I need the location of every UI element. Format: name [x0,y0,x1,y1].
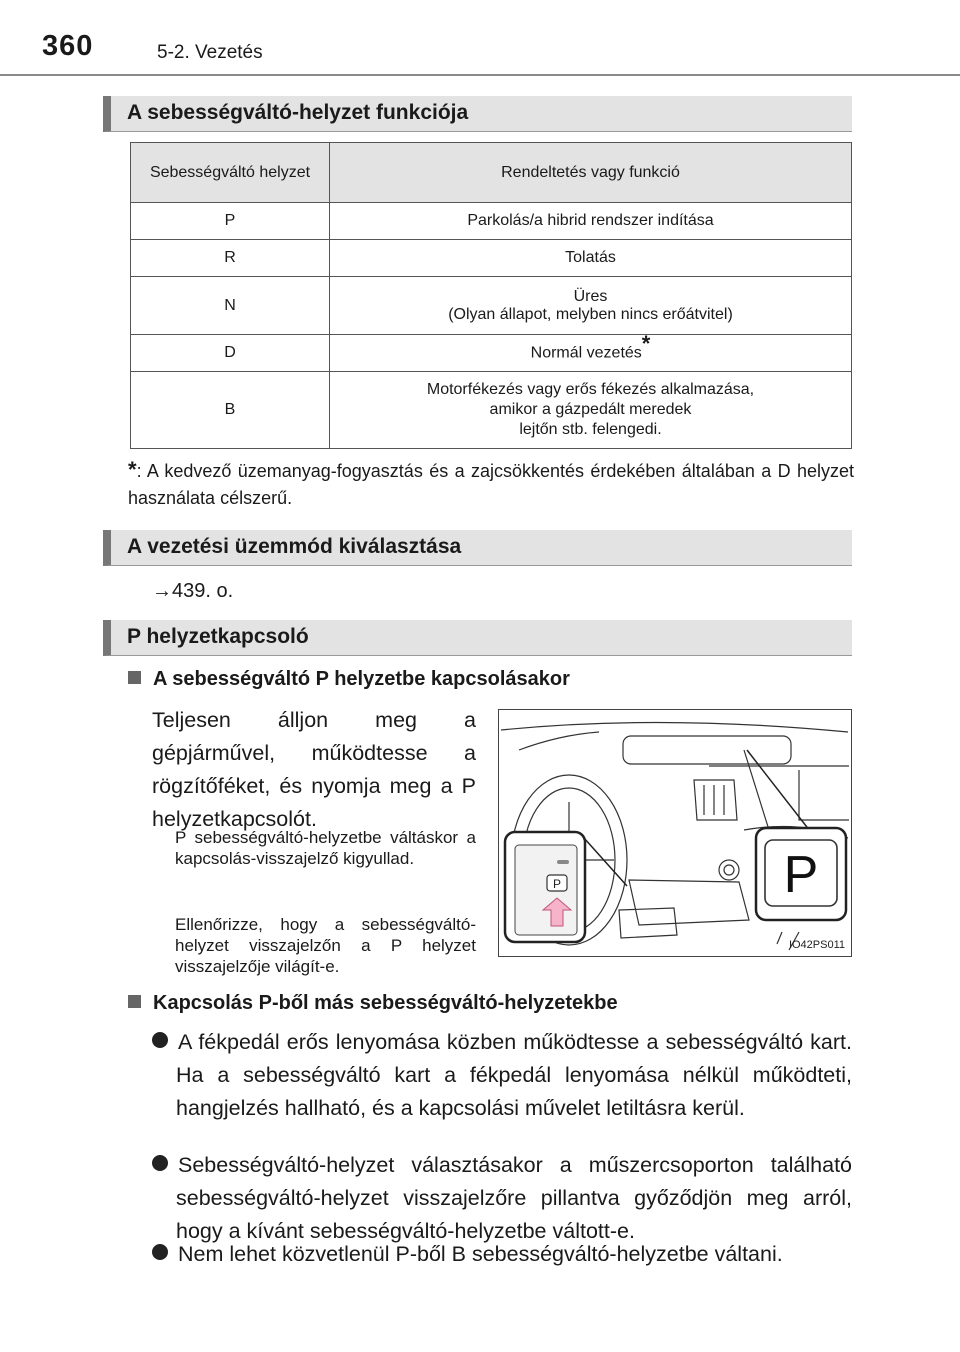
figure-code: IO42PS011 [788,939,845,951]
small-p-label: P [552,877,562,891]
footnote [128,456,854,512]
bullet-text: Sebességváltó-helyzet választásakor a műszercsoporton található sebességváltó-helyzet visszajelzőre pillantva győződjön meg arról, hogy a kívánt sebességváltó-helyzetbe váltott-e. [176,1153,852,1243]
bullet-item [152,1026,852,1125]
page-reference-link[interactable]: →439. o. [152,580,234,602]
gear-position-cell: P [131,203,330,240]
subheading-p-position [128,668,570,691]
note-check-indicator: Ellenőrizze, hogy a sebességváltó-helyzet visszajelzőn a P helyzet visszajelzője világít-e. [175,915,476,976]
large-p-label: P [783,846,819,904]
section-heading-text: A vezetési üzemmód kiválasztása [127,535,462,558]
bullet-item [152,1238,852,1271]
bullet-text: Nem lehet közvetlenül P-ből B sebességváltó-helyzetbe váltani. [178,1242,783,1266]
bullet-item [152,1149,852,1248]
gear-function-line: Üres [573,287,608,305]
table-row [131,240,852,277]
gear-function-cell [330,330,852,372]
subheading-text: Kapcsolás P-ből más sebességváltó-helyzetekbe [153,992,618,1014]
table-row [131,335,852,372]
gear-function-text: Normál vezetés [530,344,642,362]
page-number: 360 [42,30,94,62]
gear-function-cell [330,372,852,449]
gear-position-cell: B [131,372,330,449]
table-header-function: Rendeltetés vagy funkció [330,143,852,203]
bullet-text: A fékpedál erős lenyomása közben működtesse a sebességváltó kart. Ha a sebességváltó kart a fékpedál lenyomása nélkül működteti, hangjelzés hallható, és a kapcsolási művelet letiltásra kerül. [176,1030,852,1120]
gear-function-line: (Olyan állapot, melyben nincs erőátvitel) [448,305,733,323]
section-heading-gear-function [103,96,852,132]
p-switch-illustration [498,709,852,957]
gear-function-cell [330,277,852,335]
subheading-text: A sebességváltó P helyzetbe kapcsolásakor [153,668,570,690]
gear-function-cell: Tolatás [330,240,852,277]
footnote-star: * [128,457,137,482]
gear-position-cell: D [131,335,330,372]
gear-function-line: amikor a gázpedált meredek [489,401,692,418]
section-heading-drive-mode [103,530,852,566]
dashboard-drawing [499,710,850,955]
footnote-text: : A kedvező üzemanyag-fogyasztás és a zajcsökkentés érdekében általában a D helyzet használata célszerű. [128,461,854,508]
chapter-title: 5-2. Vezetés [157,42,263,63]
instruction-text: Teljesen álljon meg a gépjárművel, működtesse a rögzítőféket, és nyomja meg a P helyzetkapcsolót. [152,708,476,831]
gear-function-cell: Parkolás/a hibrid rendszer indítása [330,203,852,240]
table-row [131,372,852,449]
gear-function-line: Motorfékezés vagy erős fékezés alkalmazása, [426,381,755,398]
square-bullet-icon [128,995,141,1008]
bullet-dot-icon [152,1155,168,1171]
header-rule [0,74,960,76]
table-header-row [131,143,852,203]
table-row [131,277,852,335]
footnote-marker: * [641,330,651,356]
gear-position-table [130,142,852,449]
section-heading-text: P helyzetkapcsoló [127,625,309,648]
table-header-position: Sebességváltó helyzet [131,143,330,203]
gear-position-cell: R [131,240,330,277]
bullet-dot-icon [152,1244,168,1260]
section-heading-p-switch [103,620,852,656]
subheading-shift-from-p [128,992,618,1015]
gear-function-line: lejtőn stb. felengedi. [519,421,662,438]
square-bullet-icon [128,671,141,684]
note-indicator-lights: P sebességváltó-helyzetbe váltáskor a kapcsolás-visszajelző kigyullad. [175,828,476,868]
bullet-dot-icon [152,1032,168,1048]
section-heading-text: A sebességváltó-helyzet funkciója [127,101,469,124]
table-row [131,203,852,240]
gear-position-cell: N [131,277,330,335]
